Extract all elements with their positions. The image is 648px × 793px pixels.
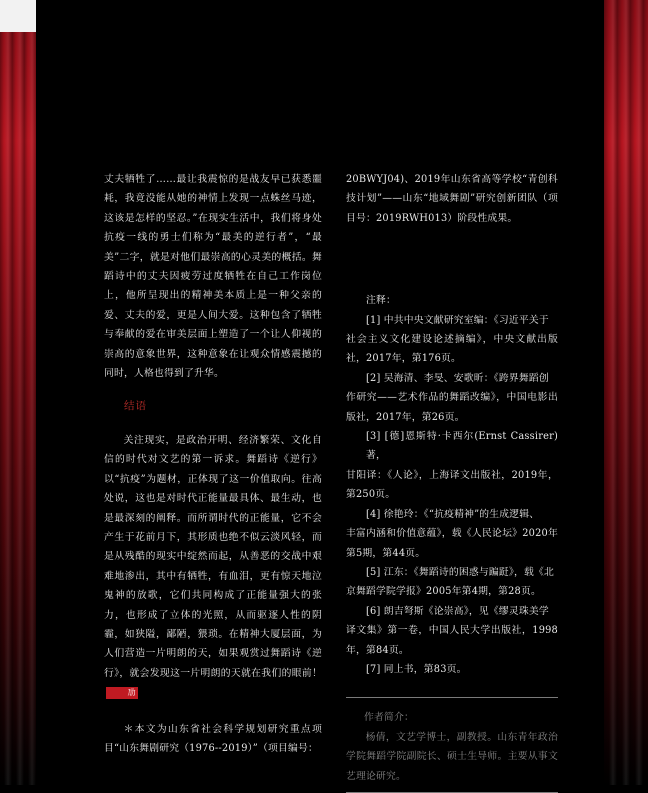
note-item: [7] 同上书，第83页。 bbox=[366, 663, 467, 675]
note-item-continued: 作研究——艺术作品的舞蹈改编》，中国电影出版社，2017年，第26页。 bbox=[346, 392, 558, 423]
note-item-continued: 丰富内涵和价值意蕴》，载《人民论坛》2020年第5期，第44页。 bbox=[346, 528, 558, 559]
author-title: 作者简介： bbox=[364, 712, 414, 724]
note-item-continued: 社会主义文化建设论述摘编》，中央文献出版社，2017年，第176页。 bbox=[346, 334, 558, 365]
conclusion-text: 关注现实，是政治开明、经济繁荣、文化自信的时代对文艺的第一诉求。舞蹈诗《逆行》以“抗疫”为题材，正体现了这一价值取向。往高处说，这也是对时代正能量最具体、最生动，也是最深刻的阐释。而所谓时代的正能量，它不会产生于花前月下，其形质也绝不似云淡风轻，而是从残酷的现实中绽然而起，从善恶的交战中艰难地渗出，其中有牺牲，有血泪，更有惊天地泣鬼神的放歌，它们共同构成了正能量强大的张力，也形成了立体的光照，从而驱逐人性的阴霾，如狭隘，鄙陋，猥琐。在精神大厦层面，为人们营造一片明朗的天，如果观赏过舞蹈诗《逆行》，就会发现这一片明朗的天就在我们的眼前！ bbox=[104, 434, 322, 679]
notes-title: 注释： bbox=[366, 295, 396, 307]
note-item: [3] [德]恩斯特·卡西尔(Ernst Cassirer)著， bbox=[366, 431, 558, 462]
left-column bbox=[104, 170, 322, 758]
note-item: [1] 中共中央文献研究室编：《习近平关于 bbox=[366, 314, 549, 326]
funding-footnote-continued: 20BWYJ04)、2019年山东省高等学校“青创科技计划”——山东“地域舞剧”研究创新团队（项目号：2019RWH013）阶段性成果。 bbox=[346, 174, 558, 224]
body-paragraph-1: 丈夫牺牲了……最让我震惊的是战友早已获悉噩耗，我竟没能从她的神情上发现一点蛛丝马迹，这该是怎样的坚忍。”在现实生活中，我们将身处抗疫一线的勇士们称为“最美的逆行者”，“最美”二字，就是对他们最崇高的心灵美的概括。舞蹈诗中的丈夫因疲劳过度牺牲在自己工作岗位上，他所呈现出的精神美本质上是一种父亲的爱、丈夫的爱，更是人间大爱。这种包含了牺牲与奉献的爱在审美层面上塑造了一个让人仰视的崇高的意象世界，这种意象在让观众情感震撼的同时，人格也得到了升华。 bbox=[104, 174, 322, 380]
note-item: [4] 徐艳玲：《“抗疫精神”的生成逻辑、 bbox=[366, 508, 540, 520]
notes-list bbox=[346, 311, 558, 680]
left-red-curtain bbox=[0, 0, 36, 785]
note-item: [5] 江东：《舞蹈诗的困惑与蹁跹》，载《北 bbox=[366, 566, 554, 578]
right-column bbox=[346, 170, 558, 793]
note-item: [6] 朗吉弩斯《论崇高》，见《缪灵珠美学 bbox=[366, 605, 549, 617]
note-item-continued: 京舞蹈学院学报》2005年第4期，第28页。 bbox=[346, 586, 541, 598]
author-box-top-divider bbox=[346, 697, 558, 698]
right-red-curtain bbox=[604, 0, 648, 785]
note-item-continued: 译文集》第一卷，中国人民大学出版社，1998年，第84页。 bbox=[346, 625, 558, 656]
section-heading-conclusion: 结语 bbox=[124, 400, 147, 413]
note-item: [2] 吴海清、李旻、安歌昕：《跨界舞蹈创 bbox=[366, 372, 549, 384]
page-edge bbox=[0, 0, 36, 32]
end-of-article-mark: 劢 bbox=[106, 687, 138, 699]
author-bio: 杨倩，文艺学博士，副教授。山东青年政治学院舞蹈学院副院长、硕士生导师。主要从事文艺理论研究。 bbox=[346, 731, 558, 782]
body-paragraph-2 bbox=[104, 431, 322, 703]
note-item-continued: 甘阳译：《人论》，上海译文出版社，2019年，第250页。 bbox=[346, 469, 558, 501]
author-info-box bbox=[346, 708, 558, 786]
funding-footnote: ＊本文为山东省社会科学规划研究重点项目“山东舞剧研究（1976--2019）”（项目编号： bbox=[104, 723, 322, 754]
